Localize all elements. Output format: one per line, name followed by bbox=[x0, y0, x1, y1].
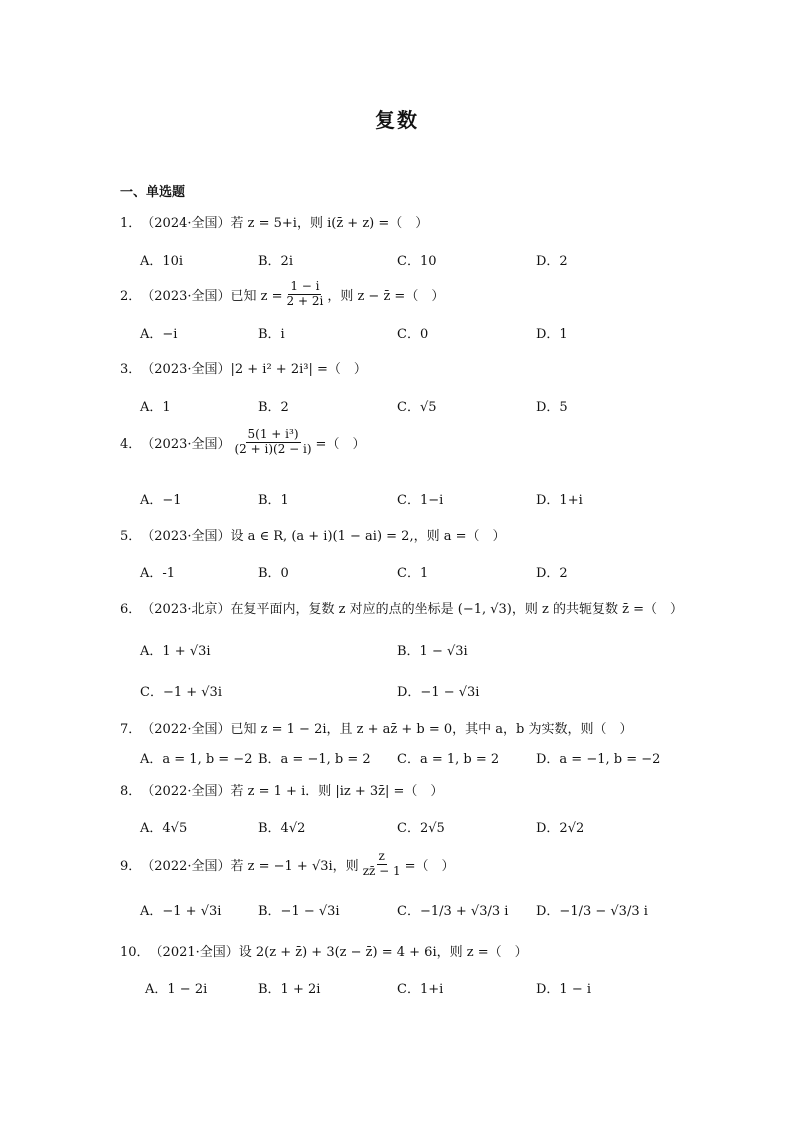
question-source: （2022·全国） bbox=[141, 858, 231, 874]
question-source: （2022·全国） bbox=[141, 784, 231, 799]
option-a: A．10i bbox=[140, 254, 184, 269]
option-a: A．a = 1, b = −2 bbox=[140, 752, 253, 767]
option-a: A．−1 bbox=[140, 493, 182, 508]
question-source: （2024·全国） bbox=[141, 216, 231, 231]
option-a: A．−1 + √3i bbox=[140, 904, 222, 919]
option-d: D．1 − i bbox=[536, 982, 592, 997]
question-number: 2． bbox=[120, 288, 142, 304]
section-heading: 一、单选题 bbox=[120, 185, 186, 200]
option-d: D．a = −1, b = −2 bbox=[536, 752, 661, 767]
question-number: 5． bbox=[120, 529, 142, 544]
option-a: A．1 bbox=[140, 400, 171, 415]
option-c: C．−1 + √3i bbox=[140, 685, 222, 700]
question-number: 6． bbox=[120, 602, 142, 617]
question-stem: 若 z = 5+i，则 i(z̄ + z) =（ ） bbox=[230, 216, 429, 231]
question-number: 1． bbox=[120, 216, 142, 231]
option-b: B．1 bbox=[258, 493, 289, 508]
option-b: B．2i bbox=[258, 254, 293, 269]
question-9 bbox=[120, 850, 455, 879]
fraction-numerator: 1 − i bbox=[290, 279, 320, 293]
question-number: 3． bbox=[120, 362, 142, 377]
question-3 bbox=[120, 358, 367, 377]
question-stem: 在复平面内，复数 z 对应的点的坐标是 (−1, √3)，则 z 的共轭复数 z̄ =（ ） bbox=[230, 602, 683, 617]
option-a: A．-1 bbox=[140, 566, 176, 581]
fraction-denominator: zz̄ − 1 bbox=[362, 863, 401, 878]
question-stem: 设 a ∈ R, (a + i)(1 − ai) = 2,，则 a =（ ） bbox=[230, 529, 506, 544]
fraction-denominator: (2 + i)(2 − i) bbox=[234, 441, 312, 456]
question-stem: |2 + i² + 2i³| =（ ） bbox=[230, 362, 367, 377]
option-b: B．1 + 2i bbox=[258, 982, 321, 997]
option-d: D．1+i bbox=[536, 493, 583, 508]
question-10 bbox=[120, 941, 528, 960]
question-stem: 已知 z = 1 − 2i，且 z + az̄ + b = 0，其中 a，b 为实数，则（ ） bbox=[230, 722, 633, 737]
fraction-numerator: 5(1 + i³) bbox=[247, 427, 299, 441]
option-c: C．−1/3 + √3/3 i bbox=[397, 904, 509, 919]
question-source: （2023·全国） bbox=[141, 529, 231, 544]
option-c: C．1−i bbox=[397, 493, 444, 508]
question-5 bbox=[120, 525, 505, 544]
option-a: A．4√5 bbox=[140, 821, 188, 836]
question-8 bbox=[120, 780, 443, 799]
question-2 bbox=[120, 280, 444, 309]
question-6 bbox=[120, 598, 683, 617]
question-source: （2022·全国） bbox=[141, 722, 231, 737]
option-c: C．√5 bbox=[397, 400, 437, 415]
question-number: 4． bbox=[120, 436, 142, 452]
option-c: C．10 bbox=[397, 254, 437, 269]
question-source: （2023·全国） bbox=[141, 362, 231, 377]
fraction-numerator: z bbox=[378, 849, 385, 863]
option-b: B．i bbox=[258, 327, 285, 342]
question-number: 10． bbox=[120, 945, 150, 960]
question-number: 7． bbox=[120, 722, 142, 737]
option-a: A．−i bbox=[140, 327, 178, 342]
option-c: C．0 bbox=[397, 327, 429, 342]
question-stem-post: =（ ） bbox=[404, 858, 455, 874]
option-c: C．a = 1, b = 2 bbox=[397, 752, 500, 767]
option-a: A．1 + √3i bbox=[140, 644, 211, 659]
question-number: 8． bbox=[120, 784, 142, 799]
question-stem-post: =（ ） bbox=[315, 436, 366, 452]
question-stem-post: ，则 z − z̄ =（ ） bbox=[327, 288, 445, 304]
option-b: B．4√2 bbox=[258, 821, 306, 836]
option-d: D．−1/3 − √3/3 i bbox=[536, 904, 648, 919]
fraction bbox=[233, 428, 314, 457]
fraction-denominator: 2 + 2i bbox=[286, 293, 324, 308]
fraction bbox=[285, 280, 326, 309]
option-c: C．2√5 bbox=[397, 821, 445, 836]
fraction bbox=[361, 850, 403, 879]
question-source: （2021·全国） bbox=[149, 945, 239, 960]
option-a: A．1 − 2i bbox=[145, 982, 208, 997]
page-title: 复数 bbox=[375, 108, 419, 132]
question-stem-pre: 已知 z = bbox=[230, 288, 283, 304]
question-stem: 设 2(z + z̄) + 3(z − z̄) = 4 + 6i，则 z =（ ） bbox=[238, 945, 528, 960]
option-b: B．a = −1, b = 2 bbox=[258, 752, 371, 767]
question-4 bbox=[120, 428, 365, 457]
question-source: （2023·全国） bbox=[141, 436, 231, 452]
option-d: D．2√2 bbox=[536, 821, 585, 836]
option-b: B．2 bbox=[258, 400, 289, 415]
question-1 bbox=[120, 212, 428, 231]
option-d: D．2 bbox=[536, 566, 568, 581]
question-stem-pre: 若 z = −1 + √3i，则 bbox=[230, 858, 359, 874]
option-b: B．−1 − √3i bbox=[258, 904, 340, 919]
option-d: D．−1 − √3i bbox=[397, 685, 480, 700]
option-b: B．0 bbox=[258, 566, 289, 581]
question-7 bbox=[120, 718, 632, 737]
question-source: （2023·全国） bbox=[141, 288, 231, 304]
question-source: （2023·北京） bbox=[141, 602, 231, 617]
option-d: D．2 bbox=[536, 254, 568, 269]
option-c: C．1+i bbox=[397, 982, 444, 997]
option-d: D．5 bbox=[536, 400, 568, 415]
option-c: C．1 bbox=[397, 566, 429, 581]
question-number: 9． bbox=[120, 858, 142, 874]
option-b: B．1 − √3i bbox=[397, 644, 468, 659]
question-stem: 若 z = 1 + i．则 |iz + 3z̄| =（ ） bbox=[230, 784, 444, 799]
option-d: D．1 bbox=[536, 327, 568, 342]
